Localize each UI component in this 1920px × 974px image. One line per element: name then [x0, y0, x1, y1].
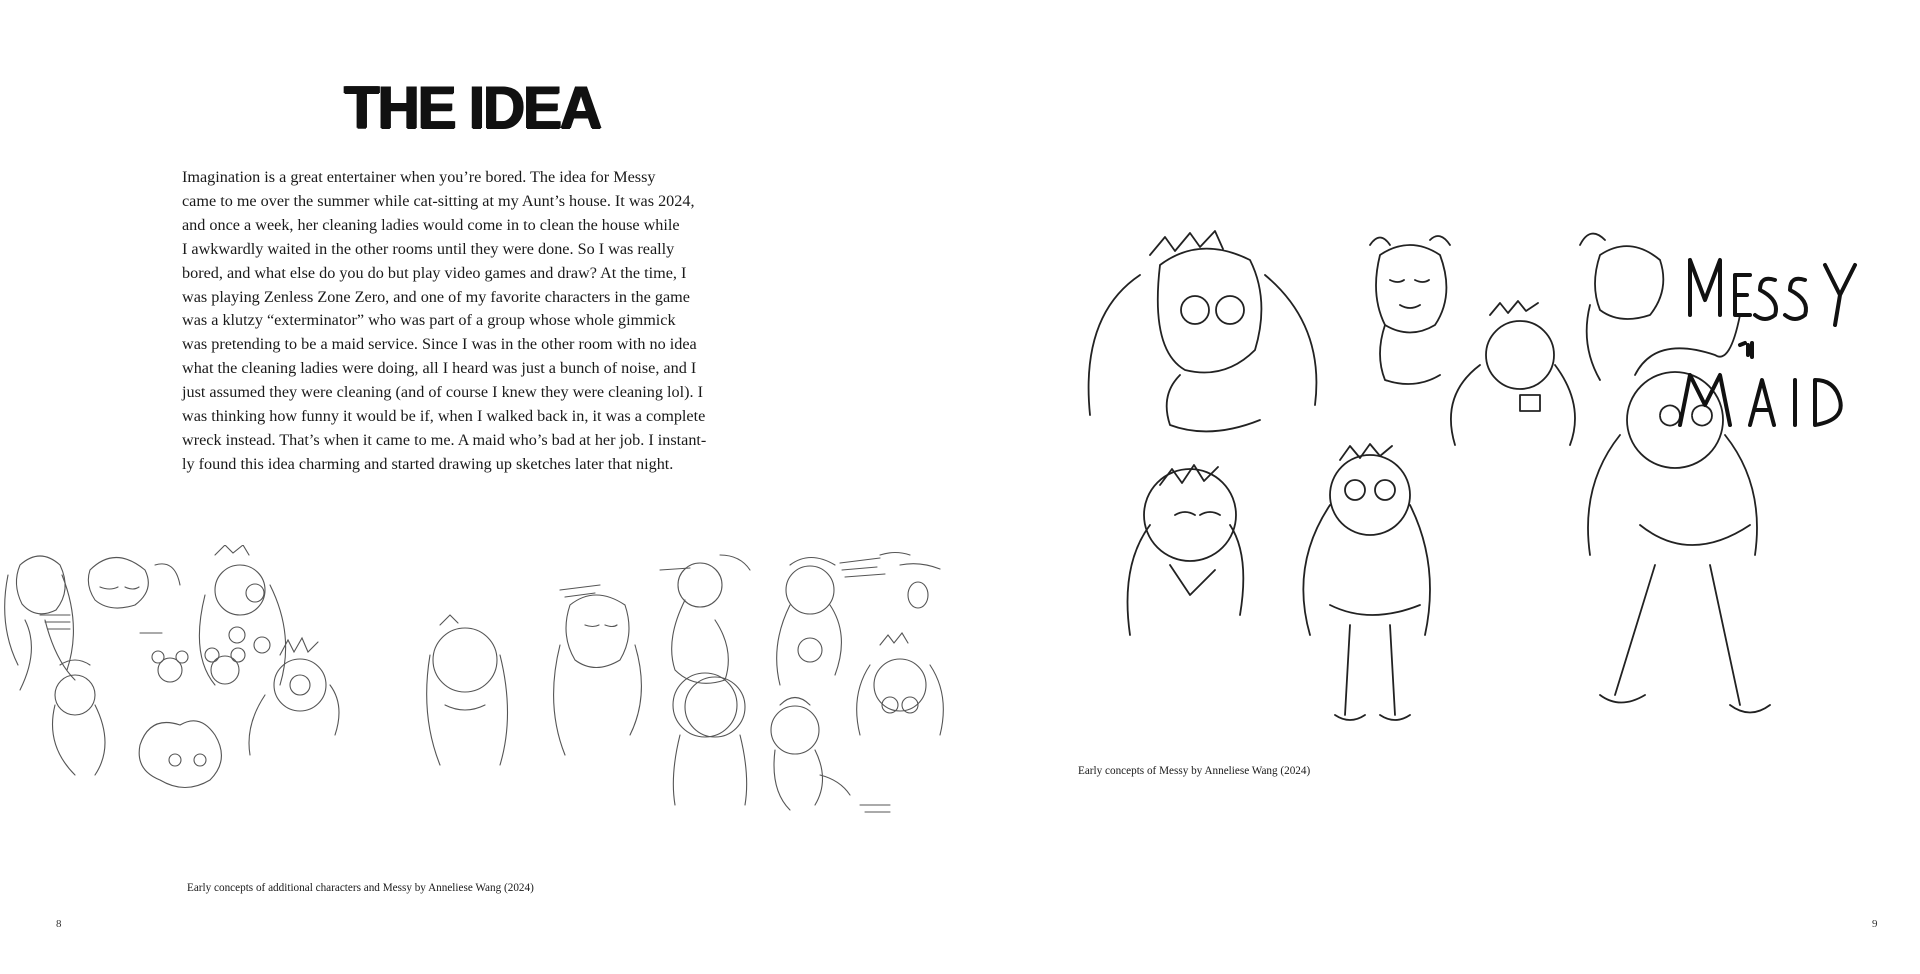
sketch-figure: [1370, 236, 1450, 384]
sketch-figure: [152, 648, 245, 684]
body-line: bored, and what else do you do but play video games and draw? At the time, I: [182, 263, 687, 282]
sketch-figure: [139, 721, 221, 788]
right-figure-caption: Early concepts of Messy by Anneliese Wang (2024): [1078, 765, 1311, 777]
additional-characters-sketch: [0, 545, 960, 830]
messy-concepts-sketch: [1080, 225, 1890, 755]
body-line: wreck instead. That’s when it came to me. A maid who’s bad at her job. I instant-: [182, 430, 707, 449]
body-line: I awkwardly waited in the other rooms until they were done. So I was really: [182, 239, 675, 258]
sketch-figure: [771, 698, 850, 811]
sketch-figure: [777, 558, 842, 686]
sketch-figure: [880, 553, 940, 609]
sketch-figure: [1588, 315, 1770, 713]
body-line: was a klutzy “exterminator” who was part of a group whose whole gimmick: [182, 311, 676, 330]
body-line: what the cleaning ladies were doing, all I heard was just a bunch of noise, and I: [182, 359, 697, 378]
sketch-scribble-notes: [40, 558, 890, 812]
body-line: was pretending to be a maid service. Since I was in the other room with no idea: [182, 335, 697, 354]
body-line: was thinking how funny it would be if, when I walked back in, it was a complete: [182, 407, 706, 426]
sketch-figure: [673, 673, 747, 805]
sketch-figure: [1451, 301, 1575, 445]
sketch-figure: [857, 633, 944, 735]
sketch-figure: [53, 660, 106, 775]
body-line: ly found this idea charming and started drawing up sketches later that night.: [182, 454, 674, 473]
page-number-right: 9: [1872, 918, 1878, 930]
sketch-figure: [1089, 231, 1317, 431]
sketch-figure: [672, 555, 750, 683]
sketch-figure: [249, 638, 339, 755]
body-line: came to me over the summer while cat-sitting at my Aunt’s house. It was 2024,: [182, 191, 695, 210]
sketch-figure: [5, 556, 75, 690]
maid-lettering: [1680, 260, 1855, 425]
page-number-left: 8: [56, 918, 62, 930]
body-line: Imagination is a great entertainer when you’re bored. The idea for Messy: [182, 168, 656, 186]
page-title: THE IDEA: [344, 74, 601, 141]
sketch-figure: [1128, 465, 1244, 635]
sketch-figure: [88, 558, 180, 609]
left-figure-caption: Early concepts of additional characters and Messy by Anneliese Wang (2024): [187, 882, 534, 894]
body-line: was playing Zenless Zone Zero, and one of my favorite characters in the game: [182, 287, 690, 306]
sketch-figure: [1303, 444, 1430, 720]
body-text: [182, 166, 754, 477]
sketch-figure: [554, 595, 642, 755]
body-line: just assumed they were cleaning (and of course I knew they were cleaning lol). I: [182, 383, 703, 402]
sketch-figure: [1580, 234, 1663, 380]
sketch-figure: [427, 615, 508, 765]
body-line: and once a week, her cleaning ladies would come in to clean the house while: [182, 215, 680, 234]
